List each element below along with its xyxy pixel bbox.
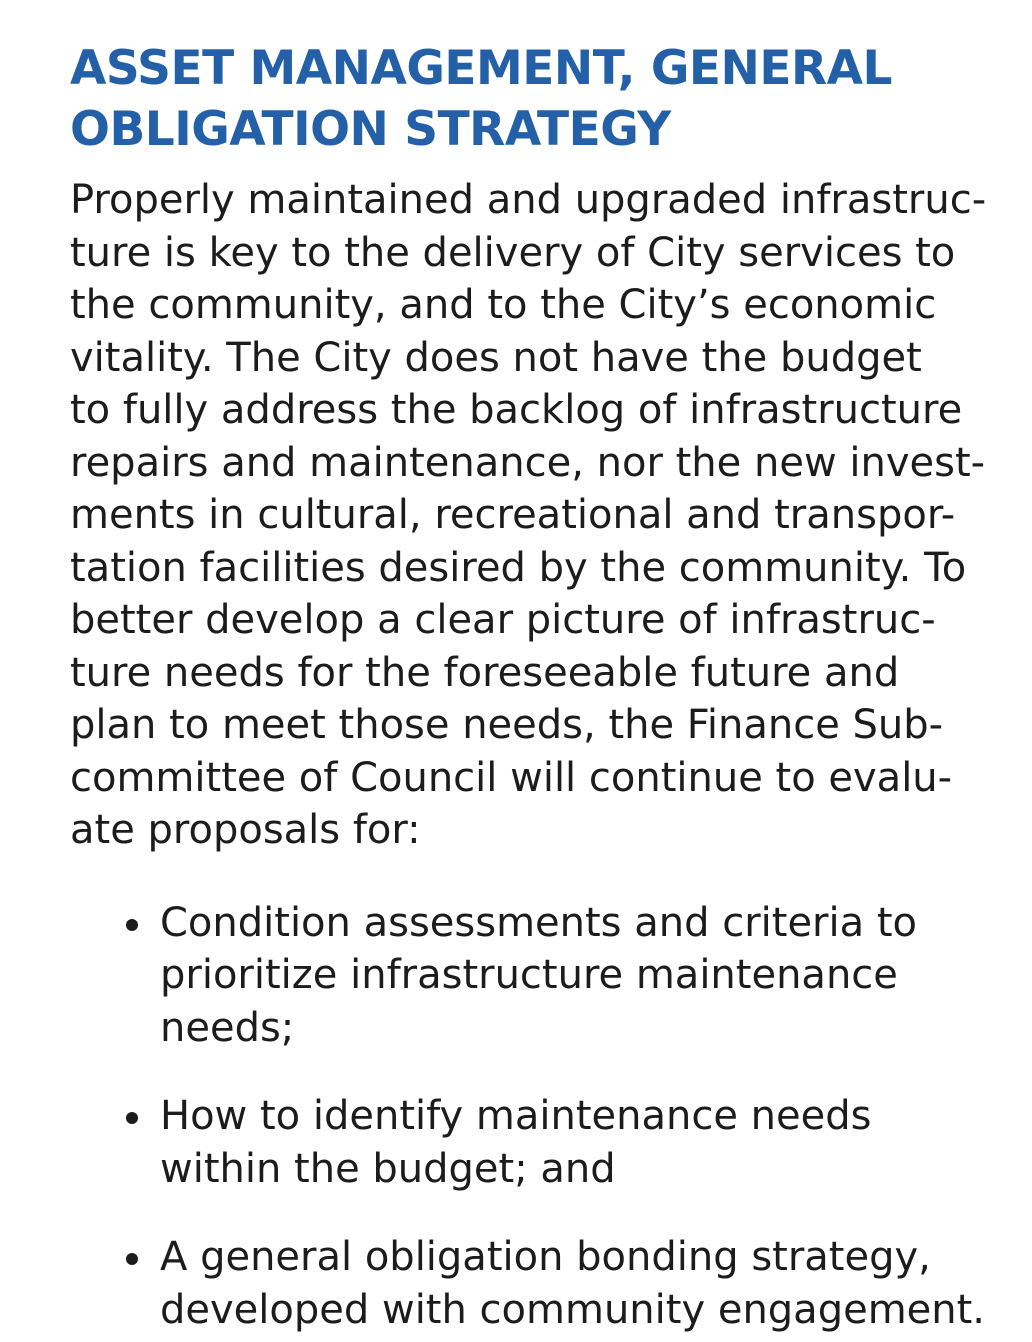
bullet-dot-icon [126, 1112, 138, 1124]
heading-line: OBLIGATION STRATEGY [70, 102, 671, 157]
bullet-dot-icon [126, 919, 138, 931]
paragraph-line: ture is key to the delivery of City services to [70, 229, 956, 276]
paragraph-line: Properly maintained and upgraded infrastruc- [70, 177, 987, 223]
paragraph-line: better develop a clear picture of infrastruc- [70, 597, 936, 643]
bullet-dot-icon [126, 1253, 138, 1265]
paragraph-line: tation facilities desired by the community. To [70, 544, 967, 591]
bullet-line: developed with community engagement. [160, 1286, 986, 1333]
bullet-item [70, 1231, 986, 1336]
bullet-line: needs; [160, 1004, 295, 1051]
bullet-line: prioritize infrastructure maintenance [160, 952, 898, 998]
paragraph-line: to fully address the backlog of infrastructure [70, 387, 963, 433]
bullet-line: Condition assessments and criteria to [160, 899, 917, 946]
paragraph-line: ture needs for the foreseeable future and [70, 649, 900, 696]
bullet-item [70, 1090, 968, 1195]
paragraph-line: ate proposals for: [70, 807, 421, 853]
paragraph-line: vitality. The City does not have the budget [70, 334, 922, 381]
paragraph-line: ments in cultural, recreational and transpor- [70, 492, 956, 538]
paragraph-line: the community, and to the City’s economic [70, 282, 937, 328]
bullet-list [70, 897, 986, 1337]
bullet-item [70, 897, 968, 1055]
body-paragraph [70, 174, 987, 857]
paragraph-line: plan to meet those needs, the Finance Sub- [70, 702, 944, 748]
section-heading [70, 38, 968, 160]
bullet-line: within the budget; and [160, 1145, 616, 1192]
paragraph-line: repairs and maintenance, nor the new invest- [70, 439, 986, 486]
bullet-line: A general obligation bonding strategy, [160, 1234, 931, 1280]
heading-line: ASSET MANAGEMENT, GENERAL [70, 41, 892, 96]
paragraph-line: committee of Council will continue to evalu- [70, 754, 953, 801]
bullet-line: How to identify maintenance needs [160, 1093, 872, 1139]
